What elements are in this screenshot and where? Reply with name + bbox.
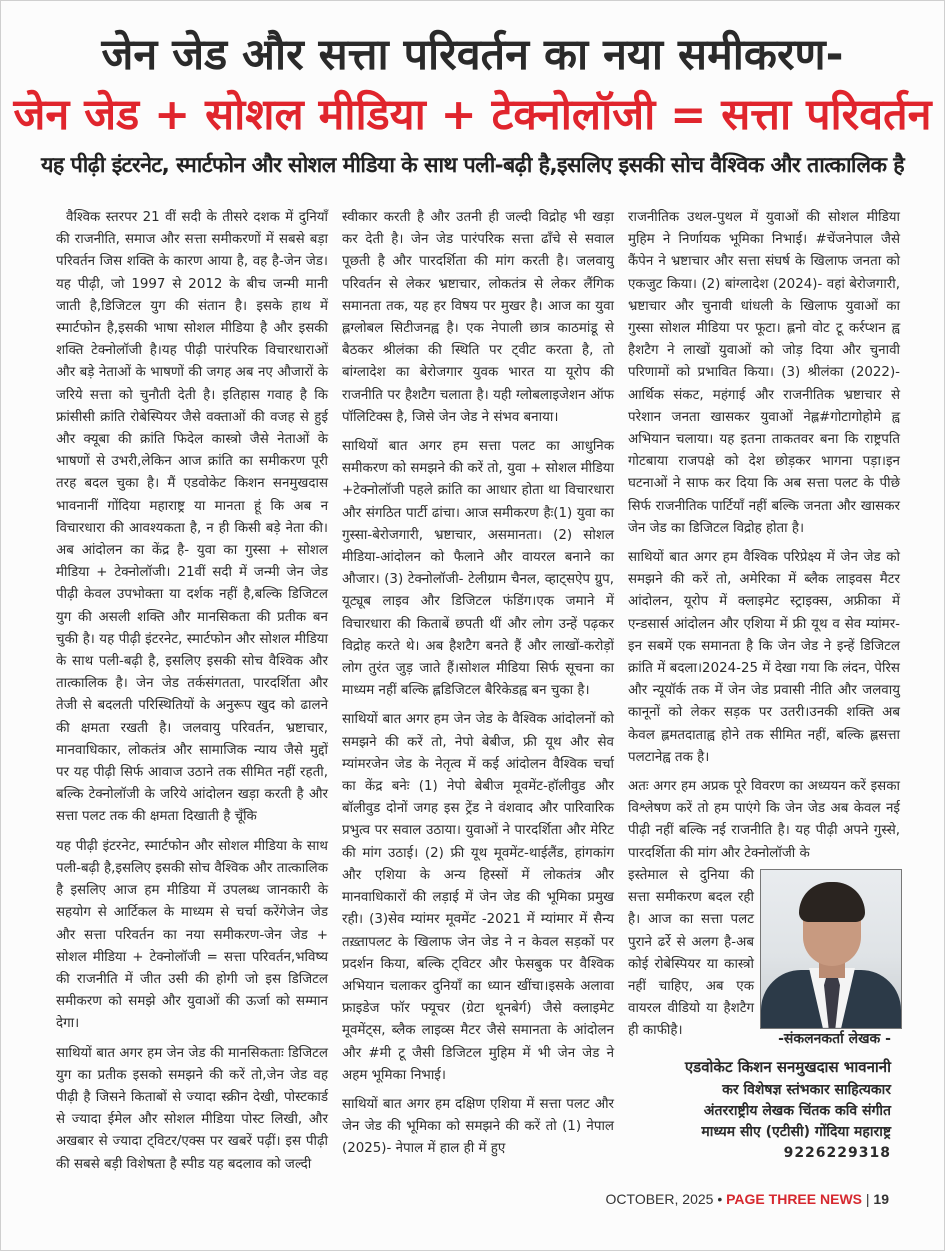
byline-label: -संकलनकर्ता लेखक -	[778, 1031, 891, 1047]
headline-line-1: जेन जेड और सत्ता परिवर्तन का नया समीकरण-	[101, 30, 844, 80]
author-phone: 9226229318	[783, 1145, 891, 1161]
article-column-2	[342, 207, 614, 1168]
paragraph: वैश्विक स्तरपर 21 वीं सदी के तीसरे दशक में दुनियाँ की राजनीति, समाज और सत्ता समीकरणों में सबसे बड़ा परिवर्तन जिस शक्ति के कारण आया है, वह है-जेन जेड।यह पीढ़ी, जो 1997 से 2012 के बीच जन्मी मानी जाती है,डिजिटल युग की संतान है। इसके हाथ में स्मार्टफोन है,इसकी भाषा सोशल मीडिया है और इसकी शक्ति टेक्नोलॉजी है।यह पीढ़ी पारंपरिक विचारधाराओं और बड़े नेताओं के भाषणों की जगह अब नए औजारों के जरिये सत्ता को चुनौती देती है। इतिहास गवाह है कि फ्रांसीसी क्रांति रोबेस्पियर जैसे वक्ताओं की वजह से हुई और क्यूबा की क्रांति फिदेल कास्त्रो जैसे नेताओं के भाषणों से उभरी,लेकिन आज क्रांति का समीकरण पूरी तरह बदल चुका है। मैं एडवोकेट किशन सनमुखदास भावनानीं गोंदिया महाराष्ट्र या मानता हूं कि अब न विचारधारा की आवश्यकता है, न ही किसी बड़े नेता की। अब आंदोलन का केंद्र है- युवा का गुस्सा + सोशल मीडिया + टेक्नोलॉजी। 21वीं सदी में जन्मी जेन जेड पीढ़ी केवल उपभोक्ता या दर्शक नहीं है,बल्कि डिजिटल युग की असली शक्ति और मानसिकता की प्रतीक बन चुकी है। यह पीढ़ी इंटरनेट, स्मार्टफोन और सोशल मीडिया के साथ पली-बढ़ी है, इसलिए इसकी सोच वैश्विक और तात्कालिक है। जेन जेड तर्कसंगतता, पारदर्शिता और तेजी से बदलती परिस्थितियों के अनुरूप खुद को ढालने की क्षमता रखती है। जलवायु परिवर्तन, भ्रष्टाचार, मानवाधिकार, लोकतंत्र और सामाजिक न्याय जैसे मुद्दों पर यह पीढ़ी सिर्फ आवाज उठाने तक सीमित नहीं रहती, बल्कि टेक्नोलॉजी के जरिये आंदोलन खड़ा करती है और सत्ता पलट तक की क्षमता दिखाती है चूँकि	[56, 210, 328, 825]
author-name: एडवोकेट किशन सनमुखदास भावनानी	[684, 1058, 891, 1076]
photo-wrap	[628, 865, 900, 1043]
paragraph: साथियों बात अगर हम सत्ता पलट का आधुनिक समीकरण को समझने की करें तो, युवा + सोशल मीडिया +टेक्नोलॉजी पहले क्रांति का आधार होता था विचारधारा और संगठित पार्टी ढांचा। आज समीकरण हैः(1) युवा का गुस्सा-बेरोजगारी, भ्रष्टाचार, असमानता। (2) सोशल मीडिया-आंदोलन को फैलाने और वायरल बनाने का औजार। (3) टेक्नोलॉजी- टेलीग्राम चैनल, व्हाट्सऐप ग्रुप, यूट्यूब लाइव और डिजिटल फंडिंग।एक जमाने में विचारधारा की किताबें छपती थीं और लोग उन्हें पढ़कर विद्रोह करते थे। अब हैशटैग बनते हैं और लाखों-करोड़ों लोग तुरंत जुड़ जाते हैं।सोशल मीडिया सिर्फ सूचना का माध्यम नहीं बल्कि ह्लडिजिटल बैरिकेडह्व बन चुका है।	[342, 439, 614, 699]
footer-bullet: •	[717, 1191, 723, 1207]
paragraph: राजनीतिक उथल-पुथल में युवाओं की सोशल मीडिया मुहिम ने निर्णायक भूमिका निभाई। #चेंजनेपाल जैसे कैंपेन ने भ्रष्टाचार और सत्ता संघर्ष के खिलाफ जनता को एकजुट किया। (2) बांग्लादेश (2024)- वहां बेरोजगारी, भ्रष्टाचार और चुनावी धांधली के खिलाफ युवाओं का गुस्सा सोशल मीडिया पर फूटा। ह्लनो वोट टू कर्रप्शन ह्व हैशटैग ने लाखों युवाओं को जोड़ दिया और चुनावी परिणामों को प्रभावित किया। (3) श्रीलंका (2022)- आर्थिक संकट, महंगाई और राजनीतिक भ्रष्टाचार से परेशान जनता खासकर युवाओं नेह्ल#गोटागोहोमे ह्व अभियान चलाया। यह इतना ताकतवर बना कि राष्ट्रपति गोटबाया राजपक्षे को देश छोड़कर भागना पड़ा।इन घटनाओं ने साफ कर दिया कि अब सत्ता पलट के पीछे सिर्फ राजनीतिक पार्टियाँ नहीं बल्कि जनता और खासकर जेन जेड का डिजिटल विद्रोह होता है।	[628, 210, 900, 536]
paragraph: साथियों बात अगर हम दक्षिण एशिया में सत्ता पलट और जेन जेड की भूमिका को समझने की करें तो (1) नेपाल (2025)- नेपाल में हाल ही में हुए	[342, 1096, 614, 1157]
paragraph: साथियों बात अगर हम जेन जेड की मानसिकताः डिजिटल युग का प्रतीक इसको समझने की करें तो,जेन जेड वह पीढ़ी है जिसने किताबों से ज्यादा स्क्रीन देखी, पोस्टकार्ड से ज्यादा ईमेल और सोशल मीडिया पोस्ट लिखी, और अखबार से ज्यादा ट्विटर/एक्स पर खबरें पढ़ीं। इस पीढ़ी की सबसे बड़ी विशेषता है स्पीड यह बदलाव को जल्दी	[56, 1045, 328, 1172]
article-column-3	[628, 207, 900, 1050]
paragraph: यह पीढ़ी इंटरनेट, स्मार्टफोन और सोशल मीडिया के साथ पली-बढ़ी है,इसलिए इसकी सोच वैश्विक और तात्कालिक है इसलिए आज हम मीडिया में उपलब्ध जानकारी के सहयोग से आर्टिकल के माध्यम से चर्चा करेंगेजेन जेड और सत्ता परिवर्तन का नया समीकरण-जेन जेड + सोशल मीडिया + टेक्नोलॉजी = सत्ता परिवर्तन,भविष्य की राजनीति में जीत उसी की होगी जो इस डिजिटल समीकरण को समझे और युवाओं की ऊर्जा को सम्मान देगा।	[56, 838, 328, 1032]
article-column-1	[56, 207, 328, 1183]
photo-hair	[799, 882, 865, 922]
paragraph: अतः अगर हम अप्रक पूरे विवरण का अध्ययन करें इसका विश्लेषण करें तो हम पाएंगे कि जेन जेड अब केवल नई पीढ़ी नहीं बल्कि नई राजनीति है। यह पीढ़ी अपने गुस्से, पारदर्शिता की मांग और टेक्नोलॉजी के	[628, 779, 900, 861]
page-footer	[606, 1191, 889, 1207]
headline-line-2: जेन जेड + सोशल मीडिया + टेक्नोलॉजी = सत्ता परिवर्तन	[13, 90, 932, 140]
publication-name: PAGE THREE NEWS	[726, 1191, 862, 1207]
paragraph: साथियों बात अगर हम वैश्विक परिप्रेक्ष्य में जेन जेड को समझने की करें तो, अमेरिका में ब्लैक लाइवस मैटर आंदोलन, यूरोप में क्लाइमेट स्ट्राइक्स, अफ्रीका में एन्डसार्स आंदोलन और एशिया में फ्री यूथ व सेव म्यांमर- इन सबमें एक समानता है कि जेन जेड ने इन्हें डिजिटल क्रांति में बदला।2024-25 में देखा गया कि लंदन, पेरिस और न्यूयॉर्क तक में जेन जेड प्रवासी नीति और जलवायु कानूनों को लेकर सड़क पर उतरी।उनकी शक्ति अब केवल ह्लमतदाताह्व होने तक सीमित नहीं, बल्कि ह्लसत्ता पलटानेह्व तक है।	[628, 550, 900, 765]
page-number: 19	[873, 1191, 889, 1207]
author-desc-line: माध्यम सीए (एटीसी) गोंदिया महाराष्ट्र	[701, 1124, 891, 1140]
author-photo	[760, 869, 902, 1029]
paragraph: स्वीकार करती है और उतनी ही जल्दी विद्रोह भी खड़ा कर देती है। जेन जेड पारंपरिक सत्ता ढाँचे से सवाल पूछती है और पारदर्शिता की मांग करती है। जलवायु परिवर्तन से लेकर भ्रष्टाचार, लोकतंत्र से लेकर लैंगिक समानता तक, यह हर विषय पर मुखर है। आज का युवा ह्लग्लोबल सिटीजनह्व है। एक नेपाली छात्र काठमांडू से बैठकर श्रीलंका की स्थिति पर ट्वीट करता है, तो बांग्लादेश का बेरोजगार युवक भारत या यूरोप की राजनीति पर हैशटैग चलाता है। यही ग्लोबलाइजेशन ऑफ पॉलिटिक्स है, जिसे जेन जेड ने संभव बनाया।	[342, 210, 614, 425]
author-desc-line: कर विशेषज्ञ स्तंभकार साहित्यकार	[722, 1082, 891, 1098]
author-desc-line: अंतरराष्ट्रीय लेखक चिंतक कवि संगीत	[703, 1103, 891, 1119]
footer-separator: |	[865, 1191, 870, 1207]
paragraph: साथियों बात अगर हम जेन जेड के वैश्विक आंदोलनों को समझने की करें तो, नेपो बेबीज, फ्री यूथ और सेव म्यांमरजेन जेड के नेतृत्व में कई आंदोलन वैश्विक चर्चा का केंद्र बनेः (1) नेपो बेबीज मूवमेंट-हॉलीवुड और बॉलीवुड दोनों जगह इस ट्रेंड ने वंशवाद और पारिवारिक प्रभुत्व पर सवाल उठाया। युवाओं ने पारदर्शिता और मेरिट की मांग उठाई। (2) फ्री यूथ मूवमेंट-थाईलैंड, हांगकांग और एशिया के अन्य हिस्सों में लोकतंत्र और मानवाधिकारों की लड़ाई में जेन जेड की भूमिका प्रमुख रही। (3)सेव म्यांमर मूवमेंट -2021 में म्यांमार में सैन्य तख़्तापलट के खिलाफ जेन जेड ने न केवल सड़कों पर प्रदर्शन किया, बल्कि ट्विटर और फेसबुक पर वैश्विक अभियान चलाकर दुनियाँ का ध्यान खींचा।इसके अलावा फ्राइडेज फॉर फ्यूचर (ग्रेटा थूनबेर्ग) जैसे क्लाइमेट मूवमेंट्स, ब्लैक लाइव्स मैटर जैसे समानता के आंदोलन और #मी टू जैसी डिजिटल मुहिम में भी जेन जेड ने अहम भूमिका निभाई।	[342, 712, 614, 1083]
footer-date: OCTOBER, 2025	[605, 1191, 714, 1207]
paragraph: इस्तेमाल से दुनिया की सत्ता समीकरण बदल रही है। आज का सत्ता पलट पुराने ढर्रे से अलग है-अब कोई रोबेस्पियर या कास्त्रो नहीं चाहिए, अब एक वायरल वीडियो या हैशटैग ही काफीहै।	[628, 867, 754, 1039]
author-description	[628, 1080, 891, 1143]
subheadline: यह पीढ़ी इंटरनेट, स्मार्टफोन और सोशल मीडिया के साथ पली-बढ़ी है,इसलिए इसकी सोच वैश्विक और तात्कालिक है	[41, 153, 905, 178]
